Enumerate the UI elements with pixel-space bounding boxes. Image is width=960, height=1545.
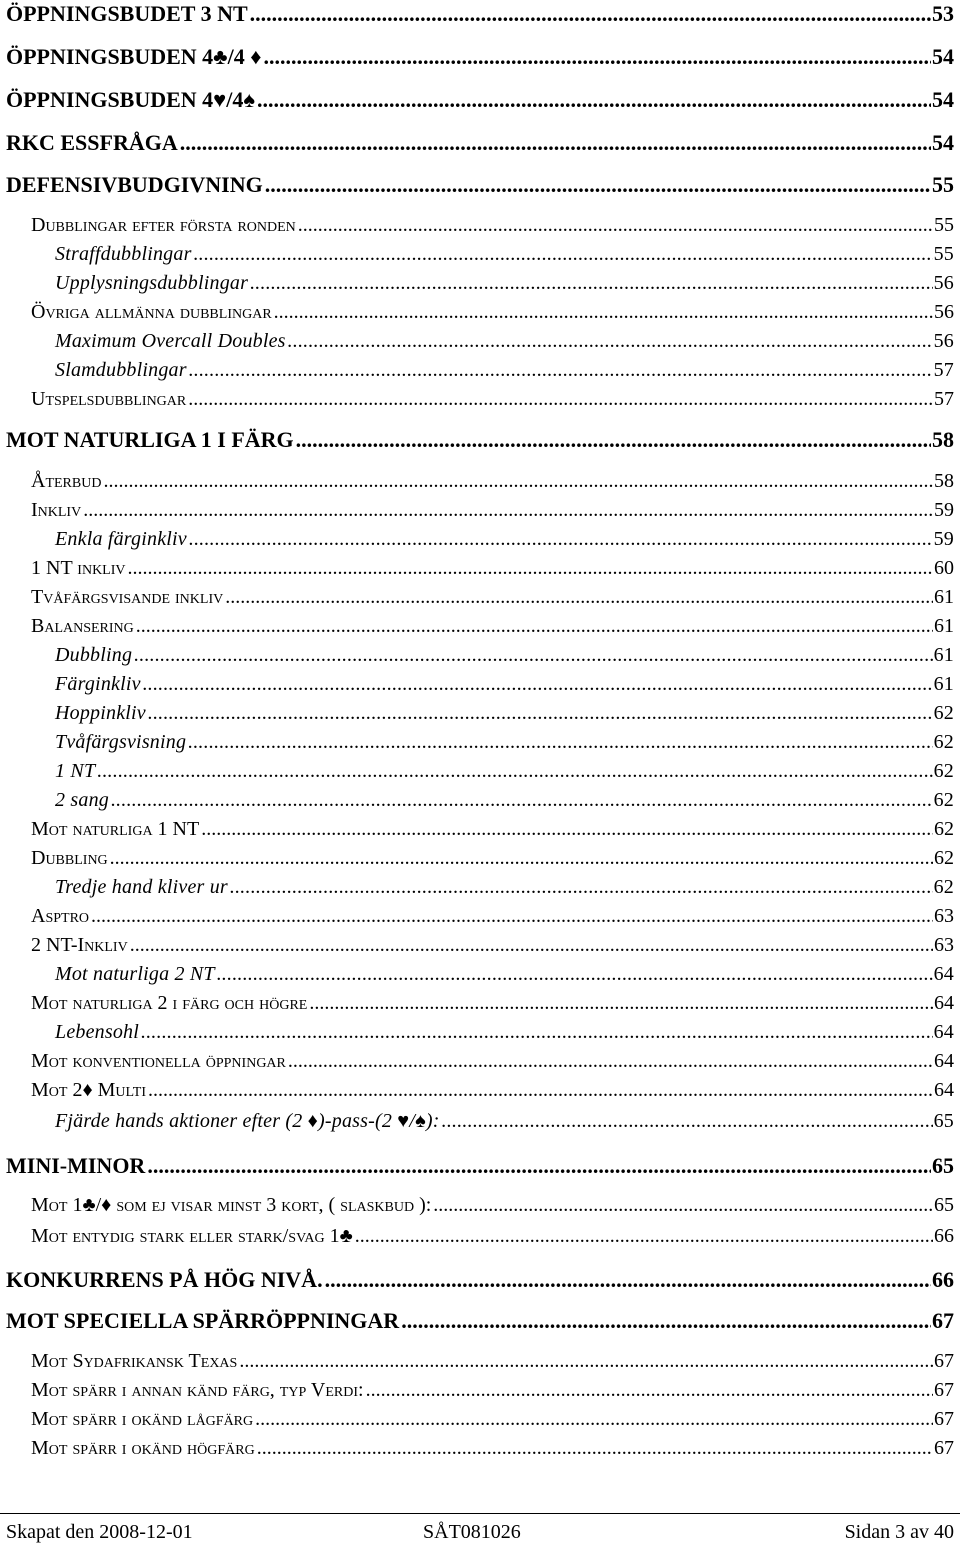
dot-leader bbox=[189, 528, 933, 551]
toc-entry[interactable] bbox=[55, 528, 954, 551]
dot-leader bbox=[128, 557, 933, 580]
toc-entry-page-number: 65 bbox=[933, 1110, 954, 1132]
toc-entry-label: Utspelsdubblingar bbox=[31, 388, 187, 410]
toc-entry-label: 1 NT inkliv bbox=[31, 557, 126, 579]
toc-entry-page-number: 66 bbox=[934, 1225, 954, 1247]
toc-entry-page-number: 54 bbox=[932, 87, 954, 112]
toc-entry-label: Mot naturliga 2 i färg och högre bbox=[31, 992, 308, 1014]
toc-entry-label: DEFENSIVBUDGIVNING bbox=[6, 172, 263, 197]
dot-leader bbox=[257, 1437, 933, 1460]
toc-entry-label: MOT NATURLIGA 1 I FÄRG bbox=[6, 427, 294, 452]
toc-entry-label: Mot 1♣/♦ som ej visar minst 3 kort, ( slaskbud ): bbox=[31, 1194, 432, 1216]
toc-entry[interactable] bbox=[55, 272, 954, 295]
toc-entry[interactable] bbox=[55, 731, 954, 754]
toc-entry-page-number: 67 bbox=[934, 1408, 954, 1430]
toc-entry-page-number: 61 bbox=[934, 615, 954, 637]
toc-entry-page-number: 64 bbox=[933, 1021, 954, 1043]
toc-entry-label: KONKURRENS PÅ HÖG NIVÅ. bbox=[6, 1267, 323, 1292]
toc-entry[interactable] bbox=[55, 644, 954, 667]
toc-entry-page-number: 62 bbox=[933, 702, 954, 724]
toc-entry-page-number: 64 bbox=[933, 963, 954, 985]
toc-entry-label: ÖPPNINGSBUDET 3 NT bbox=[6, 1, 248, 26]
dot-leader bbox=[230, 876, 933, 899]
toc-entry[interactable] bbox=[31, 586, 954, 609]
toc-entry-label: Mot 2♦ Multi bbox=[31, 1079, 147, 1101]
toc-entry-label: Dubbling bbox=[55, 644, 133, 666]
dot-leader bbox=[296, 427, 931, 453]
toc-entry-label: Mot spärr i annan känd färg, typ Verdi: bbox=[31, 1379, 364, 1401]
dot-leader bbox=[265, 172, 931, 198]
toc-entry-label: Mot Sydafrikansk Texas bbox=[31, 1350, 238, 1372]
toc-entry-label: Asptro bbox=[31, 905, 90, 927]
toc-entry[interactable] bbox=[55, 760, 954, 783]
footer-page-number: Sidan 3 av 40 bbox=[844, 1521, 954, 1543]
toc-entry[interactable] bbox=[31, 499, 954, 522]
toc-entry-page-number: 64 bbox=[934, 1050, 954, 1072]
toc-entry-label: Balansering bbox=[31, 615, 134, 637]
toc-entry[interactable] bbox=[31, 1437, 954, 1460]
toc-entry-page-number: 62 bbox=[933, 789, 954, 811]
toc-entry-page-number: 54 bbox=[932, 130, 954, 155]
toc-entry-label: Slamdubblingar bbox=[55, 359, 187, 381]
toc-entry[interactable] bbox=[6, 427, 954, 453]
toc-entry-page-number: 66 bbox=[932, 1267, 954, 1292]
toc-entry[interactable] bbox=[6, 1, 954, 27]
toc-entry-page-number: 59 bbox=[933, 528, 954, 550]
toc-entry-label: Mot konventionella öppningar bbox=[31, 1050, 286, 1072]
dot-leader bbox=[97, 760, 932, 783]
toc-entry-page-number: 62 bbox=[933, 731, 954, 753]
toc-entry-page-number: 67 bbox=[932, 1308, 954, 1333]
toc-entry-label: 1 NT bbox=[55, 760, 96, 782]
toc-entry-label: 2 sang bbox=[55, 789, 109, 811]
toc-entry-label: Lebensohl bbox=[55, 1021, 140, 1043]
toc-entry[interactable] bbox=[6, 87, 954, 113]
toc-entry-label: Maximum Overcall Doubles bbox=[55, 330, 286, 352]
toc-entry-page-number: 54 bbox=[932, 44, 954, 69]
toc-entry-page-number: 56 bbox=[933, 272, 954, 294]
dot-leader bbox=[148, 702, 933, 725]
dot-leader bbox=[239, 1350, 933, 1373]
toc-entry-label: Enkla färginkliv bbox=[55, 528, 187, 550]
dot-leader bbox=[136, 615, 933, 638]
dot-leader bbox=[180, 130, 931, 156]
toc-entry-page-number: 56 bbox=[933, 330, 954, 352]
toc-entry-label: Mot naturliga 2 NT bbox=[55, 963, 215, 985]
dot-leader bbox=[188, 731, 932, 754]
toc-entry[interactable] bbox=[55, 702, 954, 725]
toc-entry[interactable] bbox=[6, 1267, 954, 1293]
dot-leader bbox=[255, 1408, 933, 1431]
toc-entry-page-number: 67 bbox=[934, 1350, 954, 1372]
toc-entry[interactable] bbox=[55, 673, 954, 696]
toc-entry-page-number: 63 bbox=[934, 934, 954, 956]
dot-leader bbox=[201, 818, 933, 841]
toc-entry-page-number: 55 bbox=[933, 243, 954, 265]
dot-leader bbox=[134, 644, 932, 667]
toc-entry[interactable] bbox=[31, 557, 954, 580]
dot-leader bbox=[309, 992, 933, 1015]
toc-entry[interactable] bbox=[31, 992, 954, 1015]
dot-leader bbox=[257, 87, 931, 113]
toc-entry[interactable] bbox=[55, 789, 954, 812]
dot-leader bbox=[141, 1021, 933, 1044]
toc-entry-page-number: 61 bbox=[933, 673, 954, 695]
toc-entry-label: Tvåfärgsvisning bbox=[55, 731, 187, 753]
toc-entry-page-number: 55 bbox=[932, 172, 954, 197]
toc-entry-page-number: 65 bbox=[934, 1194, 954, 1216]
dot-leader bbox=[225, 586, 933, 609]
toc-entry[interactable] bbox=[31, 1050, 954, 1073]
dot-leader bbox=[325, 1267, 931, 1293]
toc-entry-label: ÖPPNINGSBUDEN 4♣/4 ♦ bbox=[6, 44, 262, 69]
toc-entry[interactable] bbox=[31, 1350, 954, 1373]
toc-entry-label: Straffdubblingar bbox=[55, 243, 192, 265]
dot-leader bbox=[130, 934, 933, 957]
dot-leader bbox=[83, 499, 933, 522]
toc-entry-label: Tredje hand kliver ur bbox=[55, 876, 228, 898]
toc-entry-page-number: 56 bbox=[934, 301, 954, 323]
toc-entry[interactable] bbox=[31, 818, 954, 841]
dot-leader bbox=[298, 214, 933, 237]
toc-entry[interactable] bbox=[6, 44, 954, 70]
toc-entry-page-number: 61 bbox=[933, 644, 954, 666]
toc-entry[interactable] bbox=[6, 130, 954, 156]
toc-entry[interactable] bbox=[55, 243, 954, 266]
toc-entry[interactable] bbox=[31, 1225, 954, 1248]
dot-leader bbox=[188, 388, 933, 411]
toc-entry[interactable] bbox=[31, 214, 954, 237]
toc-entry[interactable] bbox=[31, 1379, 954, 1402]
dot-leader bbox=[111, 789, 933, 812]
toc-entry[interactable] bbox=[31, 1408, 954, 1431]
toc-entry-label: ÖPPNINGSBUDEN 4♥/4♠ bbox=[6, 87, 256, 112]
dot-leader bbox=[110, 847, 933, 870]
toc-entry[interactable] bbox=[31, 301, 954, 324]
toc-entry[interactable] bbox=[55, 876, 954, 899]
toc-entry-page-number: 57 bbox=[934, 388, 954, 410]
toc-entry-label: Hoppinkliv bbox=[55, 702, 146, 724]
toc-entry-label: Upplysningsdubblingar bbox=[55, 272, 249, 294]
toc-entry[interactable] bbox=[31, 934, 954, 957]
toc-entry-label: Mot spärr i okänd lågfärg bbox=[31, 1408, 254, 1430]
toc-entry-page-number: 62 bbox=[934, 818, 954, 840]
toc-entry[interactable] bbox=[31, 615, 954, 638]
toc-entry-page-number: 57 bbox=[933, 359, 954, 381]
toc-entry-label: Återbud bbox=[31, 470, 102, 492]
toc-entry-page-number: 63 bbox=[934, 905, 954, 927]
toc-entry[interactable] bbox=[6, 172, 954, 198]
toc-entry[interactable] bbox=[55, 1110, 954, 1133]
toc-entry-page-number: 64 bbox=[934, 992, 954, 1014]
dot-leader bbox=[250, 1, 931, 27]
toc-entry[interactable] bbox=[6, 1153, 954, 1179]
dot-leader bbox=[217, 963, 933, 986]
toc-entry-page-number: 62 bbox=[934, 847, 954, 869]
toc-entry[interactable] bbox=[31, 470, 954, 493]
dot-leader bbox=[263, 44, 931, 70]
dot-leader bbox=[442, 1110, 933, 1133]
toc-entry[interactable] bbox=[55, 330, 954, 353]
dot-leader bbox=[250, 272, 932, 295]
toc-entry-page-number: 62 bbox=[933, 876, 954, 898]
toc-entry-page-number: 55 bbox=[934, 214, 954, 236]
toc-entry-label: Mot entydig stark eller stark/svag 1♣ bbox=[31, 1225, 353, 1247]
toc-entry[interactable] bbox=[31, 847, 954, 870]
toc-entry-page-number: 67 bbox=[934, 1437, 954, 1459]
dot-leader bbox=[194, 243, 933, 266]
toc-entry-page-number: 58 bbox=[932, 427, 954, 452]
toc-entry-label: Mot naturliga 1 NT bbox=[31, 818, 200, 840]
toc-entry-label: Övriga allmänna dubblingar bbox=[31, 301, 272, 323]
footer-created-date: Skapat den 2008-12-01 bbox=[6, 1521, 193, 1543]
dot-leader bbox=[103, 470, 933, 493]
toc-entry-page-number: 62 bbox=[933, 760, 954, 782]
toc-entry[interactable] bbox=[6, 1308, 954, 1334]
toc-entry-page-number: 65 bbox=[932, 1153, 954, 1178]
toc-entry[interactable] bbox=[55, 963, 954, 986]
dot-leader bbox=[401, 1308, 931, 1334]
toc-entry[interactable] bbox=[55, 1021, 954, 1044]
toc-entry-label: Tvåfärgsvisande inkliv bbox=[31, 586, 224, 608]
dot-leader bbox=[274, 301, 933, 324]
toc-entry[interactable] bbox=[31, 905, 954, 928]
toc-entry[interactable] bbox=[31, 388, 954, 411]
toc-entry-label: 2 NT-Inkliv bbox=[31, 934, 128, 956]
toc-entry-page-number: 64 bbox=[934, 1079, 954, 1101]
toc-entry[interactable] bbox=[31, 1194, 954, 1217]
toc-entry-label: MINI-MINOR bbox=[6, 1153, 146, 1178]
toc-entry-page-number: 58 bbox=[934, 470, 954, 492]
footer-document-id: SÅT081026 bbox=[423, 1521, 521, 1543]
dot-leader bbox=[91, 905, 933, 928]
toc-entry-label: Färginkliv bbox=[55, 673, 141, 695]
footer-rule bbox=[0, 1513, 960, 1514]
dot-leader bbox=[366, 1379, 933, 1402]
dot-leader bbox=[143, 673, 933, 696]
toc-entry-page-number: 60 bbox=[934, 557, 954, 579]
toc-entry[interactable] bbox=[31, 1079, 954, 1102]
toc-entry-page-number: 59 bbox=[934, 499, 954, 521]
toc-entry-label: MOT SPECIELLA SPÄRRÖPPNINGAR bbox=[6, 1308, 400, 1333]
toc-entry-label: Fjärde hands aktioner efter (2 ♦)-pass-(2 ♥/♠): bbox=[55, 1110, 440, 1132]
toc-entry[interactable] bbox=[55, 359, 954, 382]
dot-leader bbox=[189, 359, 933, 382]
dot-leader bbox=[288, 1050, 933, 1073]
dot-leader bbox=[288, 330, 933, 353]
dot-leader bbox=[147, 1153, 931, 1179]
toc-entry-label: RKC ESSFRÅGA bbox=[6, 130, 178, 155]
toc-entry-page-number: 53 bbox=[932, 1, 954, 26]
dot-leader bbox=[433, 1194, 933, 1217]
toc-entry-label: Inkliv bbox=[31, 499, 82, 521]
toc-entry-page-number: 61 bbox=[934, 586, 954, 608]
dot-leader bbox=[355, 1225, 933, 1248]
toc-entry-label: Mot spärr i okänd högfärg bbox=[31, 1437, 255, 1459]
dot-leader bbox=[148, 1079, 933, 1102]
toc-entry-label: Dubblingar efter första ronden bbox=[31, 214, 296, 236]
toc-entry-label: Dubbling bbox=[31, 847, 108, 869]
toc-entry-page-number: 67 bbox=[934, 1379, 954, 1401]
